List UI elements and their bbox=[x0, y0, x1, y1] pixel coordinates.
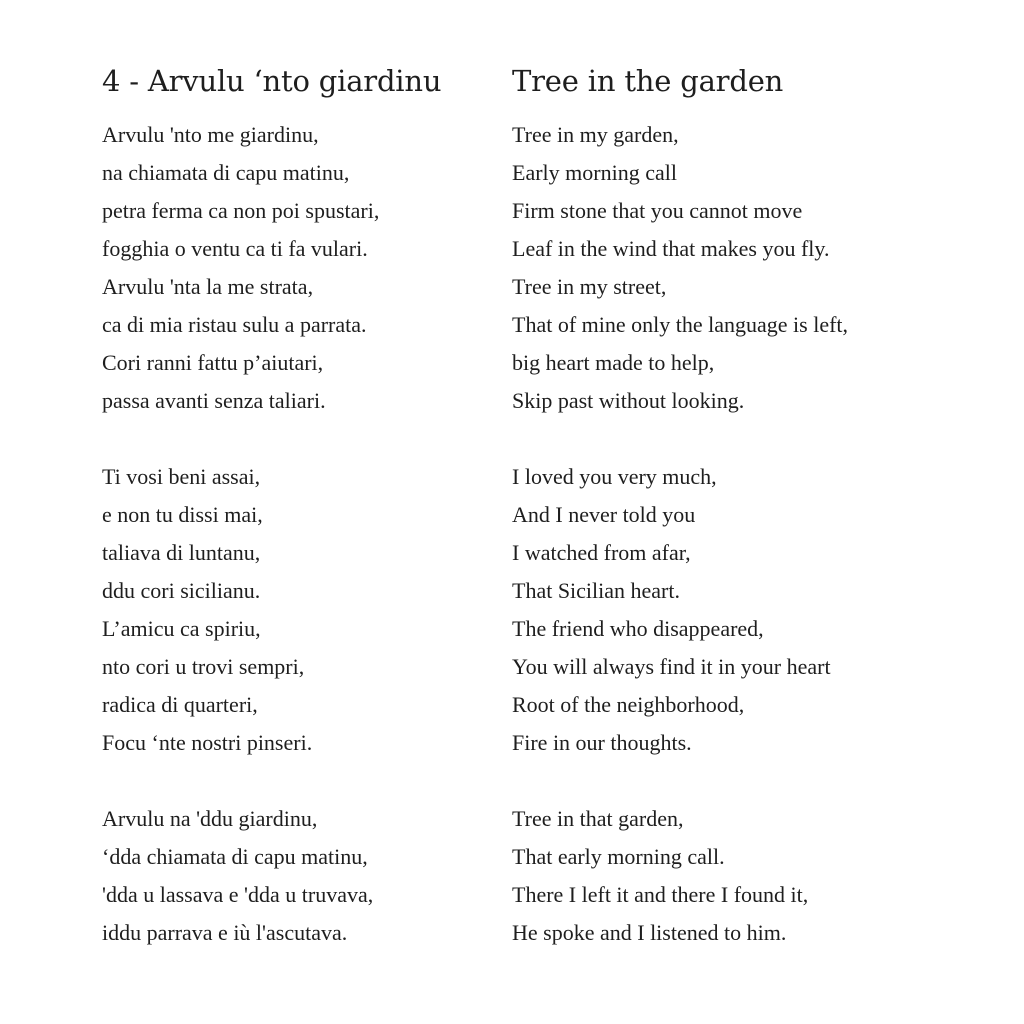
english-verse-line: That Sicilian heart. bbox=[512, 578, 680, 603]
english-verse-line: And I never told you bbox=[512, 502, 696, 527]
english-verse-line: Firm stone that you cannot move bbox=[512, 198, 803, 223]
english-verse-line: Root of the neighborhood, bbox=[512, 692, 745, 717]
sicilian-verse-line: ca di mia ristau sulu a parrata. bbox=[102, 312, 367, 337]
sicilian-verse-line: Cori ranni fattu p’aiutari, bbox=[102, 350, 324, 375]
english-stanzas bbox=[512, 116, 952, 952]
english-verse-line: Skip past without looking. bbox=[512, 388, 745, 413]
sicilian-stanza bbox=[102, 116, 482, 420]
english-verse-line: I loved you very much, bbox=[512, 464, 717, 489]
sicilian-verse-line: Arvulu 'nta la me strata, bbox=[102, 274, 314, 299]
english-verse-line: Leaf in the wind that makes you fly. bbox=[512, 236, 830, 261]
sicilian-stanza bbox=[102, 800, 482, 952]
sicilian-verse-line: Ti vosi beni assai, bbox=[102, 464, 261, 489]
english-stanza bbox=[512, 458, 952, 762]
english-verse-line: He spoke and I listened to him. bbox=[512, 920, 787, 945]
sicilian-verse-line: taliava di luntanu, bbox=[102, 540, 261, 565]
sicilian-verse-line: Arvulu na 'ddu giardinu, bbox=[102, 806, 318, 831]
english-verse-line: You will always find it in your heart bbox=[512, 654, 831, 679]
english-verse-line: Tree in my street, bbox=[512, 274, 667, 299]
english-verse-line: Tree in that garden, bbox=[512, 806, 684, 831]
sicilian-title: 4 - Arvulu ‘nto giardinu bbox=[102, 64, 442, 98]
sicilian-verse-line: ddu cori sicilianu. bbox=[102, 578, 261, 603]
sicilian-verse-line: 'dda u lassava e 'dda u truvava, bbox=[102, 882, 374, 907]
english-verse-line: There I left it and there I found it, bbox=[512, 882, 809, 907]
sicilian-verse-line: fogghia o ventu ca ti fa vulari. bbox=[102, 236, 368, 261]
sicilian-verse-line: L’amicu ca spiriu, bbox=[102, 616, 261, 641]
sicilian-verse-line: radica di quarteri, bbox=[102, 692, 258, 717]
sicilian-verse-line: petra ferma ca non poi spustari, bbox=[102, 198, 380, 223]
sicilian-verse-line: Arvulu 'nto me giardinu, bbox=[102, 122, 319, 147]
english-verse-line: The friend who disappeared, bbox=[512, 616, 764, 641]
sicilian-verse-line: passa avanti senza taliari. bbox=[102, 388, 326, 413]
english-verse-line: big heart made to help, bbox=[512, 350, 715, 375]
sicilian-stanzas bbox=[102, 116, 482, 952]
english-stanza bbox=[512, 800, 952, 952]
english-verse-line: That of mine only the language is left, bbox=[512, 312, 849, 337]
sicilian-verse-line: iddu parrava e iù l'ascutava. bbox=[102, 920, 348, 945]
english-verse-line: That early morning call. bbox=[512, 844, 725, 869]
english-verse-line: I watched from afar, bbox=[512, 540, 691, 565]
english-stanza bbox=[512, 116, 952, 420]
sicilian-verse-line: e non tu dissi mai, bbox=[102, 502, 263, 527]
english-column bbox=[512, 62, 952, 990]
english-verse-line: Fire in our thoughts. bbox=[512, 730, 692, 755]
english-title: Tree in the garden bbox=[512, 64, 784, 98]
sicilian-verse-line: nto cori u trovi sempri, bbox=[102, 654, 305, 679]
sicilian-column bbox=[102, 62, 482, 990]
sicilian-verse-line: ‘dda chiamata di capu matinu, bbox=[102, 844, 368, 869]
english-verse-line: Tree in my garden, bbox=[512, 122, 679, 147]
sicilian-verse-line: na chiamata di capu matinu, bbox=[102, 160, 350, 185]
sicilian-verse-line: Focu ‘nte nostri pinseri. bbox=[102, 730, 313, 755]
english-verse-line: Early morning call bbox=[512, 160, 677, 185]
sicilian-stanza bbox=[102, 458, 482, 762]
